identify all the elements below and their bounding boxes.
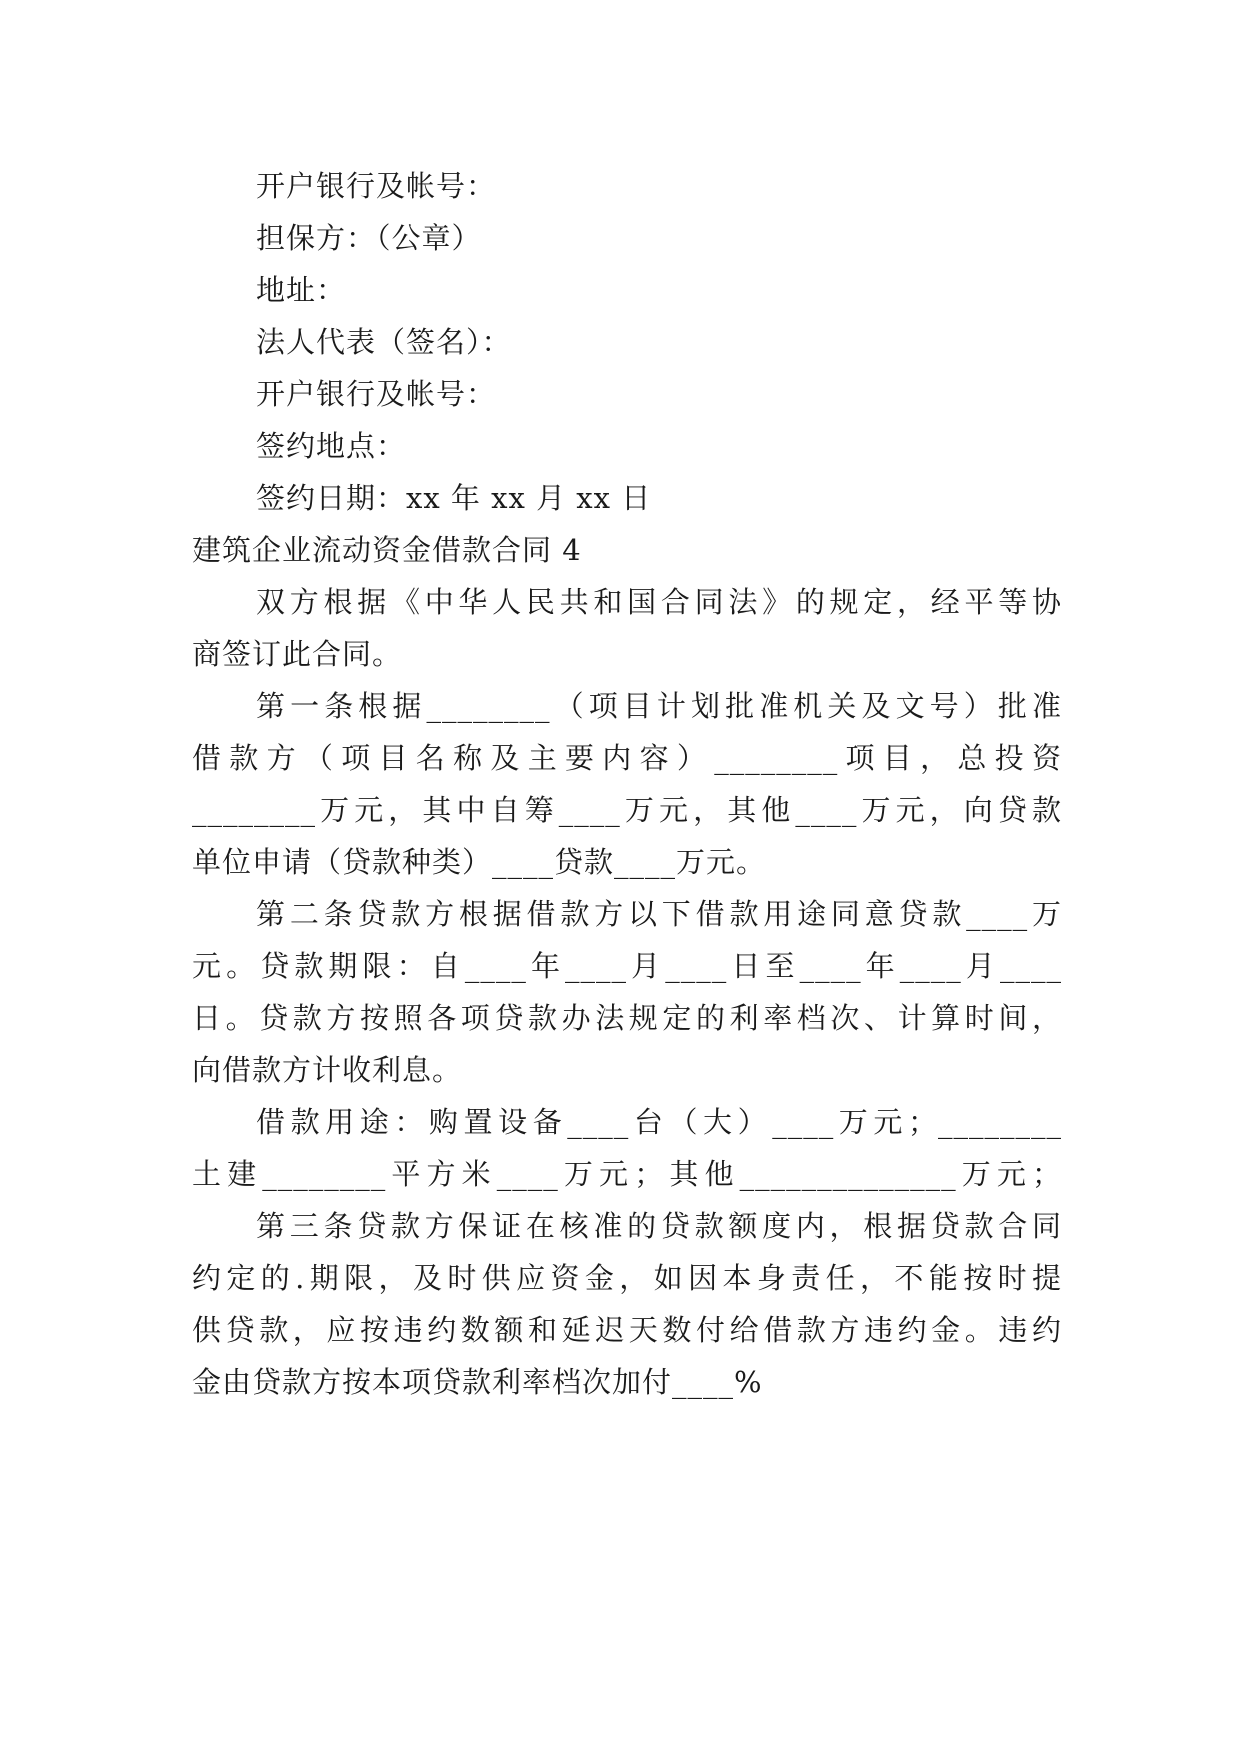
article-1-line-3: ________万元，其中自筹____万元，其他____万元，向贷款	[192, 793, 1062, 827]
article-2-line-1: 第二条贷款方根据借款方以下借款用途同意贷款____万	[256, 897, 1062, 931]
article-2-line-4: 向借款方计收利息。	[192, 1053, 463, 1087]
paragraph-intro-line-2: 商签订此合同。	[192, 637, 403, 671]
signing-place-line: 签约地点：	[256, 429, 407, 463]
loan-purpose-line-2: 土建________平方米____万元；其他______________万元；	[192, 1157, 1062, 1191]
article-3-line-3: 供贷款，应按违约数额和延迟天数付给借款方违约金。违约	[192, 1313, 1062, 1347]
article-1-line-2: 借款方（项目名称及主要内容）________项目，总投资	[192, 741, 1062, 775]
legal-rep-line: 法人代表（签名）：	[256, 325, 512, 359]
signing-date-line: 签约日期：xx 年 xx 月 xx 日	[256, 481, 652, 515]
article-2-line-3: 日。贷款方按照各项贷款办法规定的利率档次、计算时间，	[192, 1001, 1062, 1035]
article-1-line-4: 单位申请（贷款种类）____贷款____万元。	[192, 845, 767, 879]
article-3-line-4: 金由贷款方按本项贷款利率档次加付____%	[192, 1365, 763, 1399]
paragraph-intro-line-1: 双方根据《中华人民共和国合同法》的规定，经平等协	[256, 585, 1062, 619]
loan-purpose-line-1: 借款用途：购置设备____台（大）____万元；________	[256, 1105, 1062, 1139]
article-3-line-2: 约定的.期限，及时供应资金，如因本身责任，不能按时提	[192, 1261, 1062, 1295]
bank-account-line-1: 开户银行及帐号：	[256, 169, 497, 203]
article-2-line-2: 元。贷款期限：自____年____月____日至____年____月____	[192, 949, 1062, 983]
bank-account-line-2: 开户银行及帐号：	[256, 377, 497, 411]
guarantor-line: 担保方：（公章）	[256, 221, 482, 255]
address-line: 地址：	[256, 273, 347, 307]
article-3-line-1: 第三条贷款方保证在核准的贷款额度内，根据贷款合同	[256, 1209, 1062, 1243]
article-1-line-1: 第一条根据________（项目计划批准机关及文号）批准	[256, 689, 1062, 723]
section-title: 建筑企业流动资金借款合同 4	[192, 533, 582, 567]
